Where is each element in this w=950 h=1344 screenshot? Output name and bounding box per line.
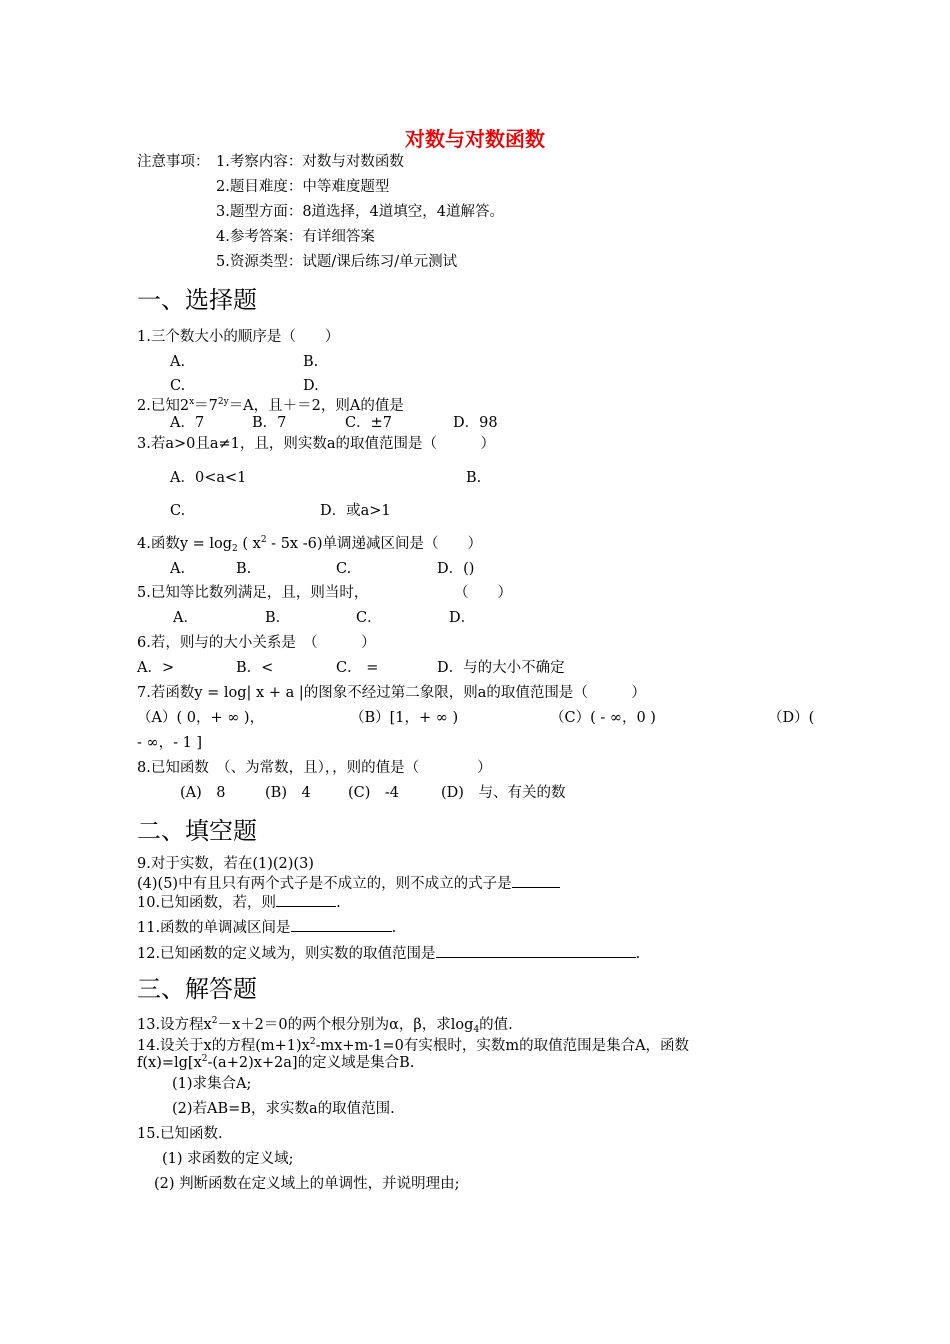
q9-line2: (4)(5)中有且只有两个式子是不成立的，则不成立的式子是	[137, 874, 560, 892]
q3-stem: 3.若a>0且a≠1，且，则实数a的取值范围是（ ）	[137, 436, 496, 452]
q4-stem: 4.函数$y = \log_2$ ( $x^2 - 5x$ -6)单调递减区间是（ ）	[137, 535, 482, 554]
q3-option-b: B.	[466, 470, 482, 486]
q1-stem: 1.三个数大小的顺序是（ ）	[137, 329, 340, 345]
q5-option-a: A．	[173, 610, 198, 626]
q12-stem: 12.已知函数的定义域为，则实数的取值范围是 .	[137, 946, 641, 962]
q8-stem: 8.已知函数 （、为常数，且），，则的值是（ ）	[137, 760, 492, 776]
q4-option-b: B.	[236, 561, 252, 577]
q5-option-c: C．	[356, 610, 382, 626]
note-item-4: 4.参考答案：有详细答案	[216, 229, 375, 245]
q2-stem: 2.已知$2^x=7^{2y}=A$，且＋＝2，则A的值是	[137, 397, 404, 414]
q13-stem: 13.设方程$x^2-x+2=0$的两个根分别为α，β，求$\log_4$的值.	[137, 1016, 513, 1035]
q5-option-d: D．	[449, 610, 476, 626]
q4-option-c: C.	[336, 561, 352, 577]
q7-option-c: （C）( - ∞，0 )	[550, 710, 656, 726]
q6-option-a: A．>	[137, 660, 175, 676]
q6-option-c: C． =	[336, 660, 379, 676]
q14-subquestion-2: (2)若AB=B，求实数a的取值范围.	[172, 1101, 395, 1117]
q6-stem: 6.若，则与的大小关系是 （ ）	[137, 635, 376, 651]
q7-option-d: （D）(	[768, 710, 815, 726]
q11-stem: 11.函数的单调减区间是 .	[137, 920, 397, 936]
q2-option-a: A．7	[170, 415, 205, 431]
q11-answer-blank	[291, 918, 392, 932]
q2-option-d: D．98	[453, 415, 498, 431]
section-heading-fill: 二、填空题	[137, 817, 257, 845]
q12-answer-blank	[436, 944, 636, 958]
q5-stem: 5.已知等比数列满足，且，则当时，	[137, 585, 369, 601]
q10-answer-blank	[276, 893, 336, 907]
section-heading-answer: 三、解答题	[137, 975, 257, 1003]
q1-option-a: A.	[170, 354, 186, 370]
q3-option-d: D．或a>1	[320, 503, 391, 519]
note-item-5: 5.资源类型：试题/课后练习/单元测试	[216, 254, 458, 270]
page-title: 对数与对数函数	[405, 127, 545, 151]
q8-option-a: (A) 8	[180, 785, 226, 801]
q8-option-c: (C) -4	[348, 785, 400, 801]
q2-option-c: C．±7	[345, 415, 392, 431]
q8-option-b: (B) 4	[265, 785, 311, 801]
q6-option-b: B．<	[236, 660, 274, 676]
q8-option-d: (D) 与、有关的数	[441, 785, 566, 801]
q15-subquestion-1: (1) 求函数的定义域;	[162, 1151, 294, 1167]
q15-stem: 15.已知函数.	[137, 1126, 223, 1142]
q6-option-d: D．与的大小不确定	[437, 660, 565, 676]
q1-option-c: C.	[170, 378, 186, 394]
q10-stem: 10.已知函数，若，则 .	[137, 895, 341, 911]
q9-line1: 9.对于实数，若在(1)(2)(3)	[137, 856, 314, 872]
q5-option-b: B．	[265, 610, 291, 626]
q9-answer-blank	[512, 874, 560, 888]
q15-subquestion-2: (2) 判断函数在定义域上的单调性，并说明理由;	[154, 1176, 460, 1192]
q14-subquestion-1: (1)求集合A;	[172, 1076, 252, 1092]
q2-option-b: B．7	[252, 415, 287, 431]
q4-option-d: D．()	[437, 561, 475, 577]
note-item-1: 1.考察内容：对数与对数函数	[216, 154, 404, 170]
q7-option-d-continued: - ∞，- 1 ]	[137, 735, 203, 751]
q14-line1: 14.设关于x的方程$(m+1)x^2-mx+m-1=0$有实根时，实数m的取值范围是集合A，函数	[137, 1037, 690, 1054]
q3-option-c: C.	[170, 503, 186, 519]
q7-option-b: （B）[1，+ ∞ )	[350, 710, 459, 726]
notes-prefix: 注意事项：	[137, 154, 210, 170]
note-item-2: 2.题目难度：中等难度题型	[216, 179, 390, 195]
q7-option-a: （A）( 0，+ ∞ )，	[137, 710, 265, 726]
q4-option-a: A.	[170, 561, 186, 577]
note-item-3: 3.题型方面：8道选择，4道填空，4道解答。	[216, 204, 505, 220]
q1-option-b: B.	[303, 354, 319, 370]
q5-paren: （ ）	[454, 585, 512, 601]
q1-option-d: D.	[303, 378, 319, 394]
q3-option-a: A．0<a<1	[170, 470, 247, 486]
q14-line2: $f(x)=\lg[x^2-(a+2)x+2a]$的定义域是集合B.	[137, 1054, 415, 1071]
section-heading-choice: 一、选择题	[137, 286, 257, 314]
q7-stem: 7.若函数y = log| x + a |的图象不经过第二象限，则a的取值范围是（ ）	[137, 685, 646, 701]
